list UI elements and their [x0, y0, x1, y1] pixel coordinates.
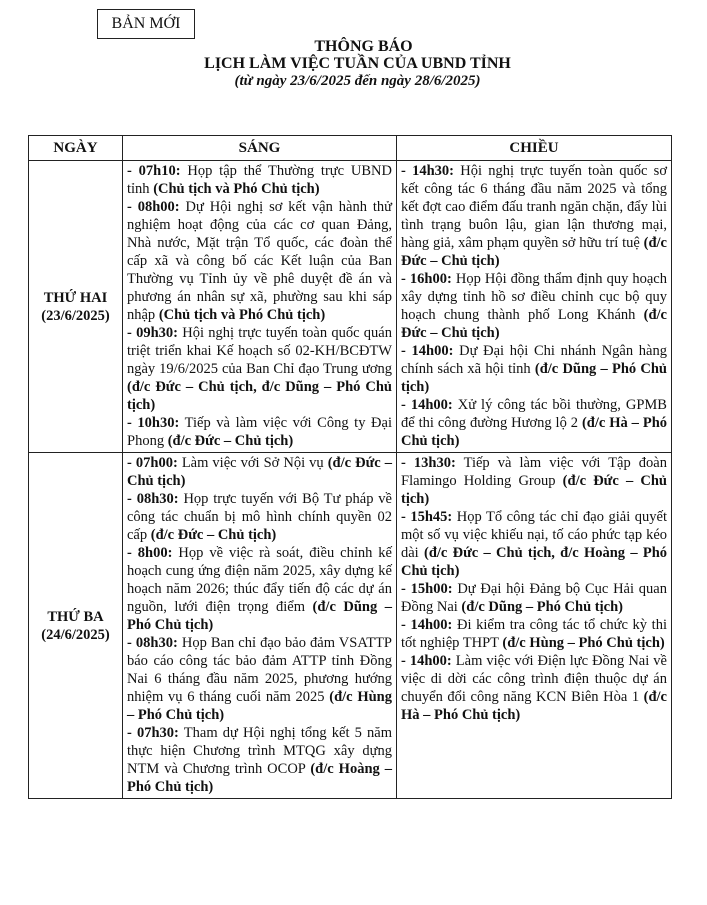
entry-time: 08h30:: [136, 491, 179, 507]
entry-text: Họp tập thể Thường trực UBND tỉnh: [127, 163, 392, 197]
entry-attendees: (đ/c Đức – Chủ tịch): [150, 527, 277, 543]
entry-attendees: (đ/c Đức – Chủ tịch): [401, 473, 667, 507]
entry-text: Xử lý công tác bồi thường, GPMB để thi công đường Hương lộ 2: [401, 397, 667, 431]
document-title: THÔNG BÁO: [314, 38, 413, 55]
document-header: [0, 38, 707, 90]
schedule-entry: - 14h00: Đi kiểm tra công tác tổ chức kỳ thi tốt nghiệp THPT (đ/c Hùng – Phó Chủ tịch): [401, 617, 667, 651]
entry-time: 10h30:: [137, 415, 180, 431]
schedule-entry: - 8h00: Họp về việc rà soát, điều chỉnh kế hoạch cung ứng điện năm 2025, xây dựng kế hoạch năm 2026; thúc đẩy tiến độ các dự án nguồn, lưới điện trọng điểm (đ/c Dũng – Phó Chủ tịch): [127, 545, 392, 633]
date-range: (từ ngày 23/6/2025 đến ngày 28/6/2025): [234, 73, 481, 89]
table-row: [29, 453, 672, 799]
schedule-entry: - 07h10: Họp tập thể Thường trực UBND tỉnh (Chủ tịch và Phó Chủ tịch): [127, 163, 392, 197]
schedule-entry: - 07h30: Tham dự Hội nghị tổng kết 5 năm thực hiện Chương trình MTQG xây dựng NTM và Chương trình OCOP (đ/c Hoàng – Phó Chủ tịch): [127, 725, 393, 795]
entry-text: Họp về việc rà soát, điều chỉnh kế hoạch cung ứng điện năm 2025, xây dựng kế hoạch năm 2026; thúc đẩy tiến độ các dự án nguồn, lưới điện trọng điểm: [127, 545, 392, 615]
entry-attendees: (đ/c Đức – Chủ tịch): [401, 307, 667, 341]
schedule-entry: - 07h00: Làm việc với Sở Nội vụ (đ/c Đức – Chủ tịch): [127, 455, 392, 489]
schedule-table: [28, 135, 672, 799]
entry-time: 07h30:: [136, 725, 179, 741]
day-date: (23/6/2025): [41, 307, 110, 324]
entry-text: Dự Đại hội Chi nhánh Ngân hàng chính sách xã hội tỉnh: [401, 343, 667, 377]
entry-text: Hội nghị trực tuyến toàn quốc sơ kết công tác 6 tháng đầu năm 2025 và tổng kết đợt cao điểm đấu tranh ngăn chặn, đẩy lùi tình trạng buôn lậu, gian lận thương mại, hàng giả, xâm phạm quyền sở hữu trí tuệ: [401, 163, 667, 251]
entry-attendees: (đ/c Hà – Phó Chủ tịch): [401, 415, 668, 449]
entry-time: 16h00:: [409, 271, 452, 287]
entry-attendees: (đ/c Hoàng – Phó Chủ tịch): [127, 761, 393, 795]
entry-text: Làm việc với Sở Nội vụ: [177, 455, 328, 471]
entry-attendees: (đ/c Dũng – Phó Chủ tịch): [461, 599, 623, 615]
entry-text: Tham dự Hội nghị tổng kết 5 năm thực hiện Chương trình MTQG xây dựng NTM và Chương trình OCOP: [127, 725, 392, 777]
entry-attendees: (đ/c Hùng – Phó Chủ tịch): [127, 689, 392, 723]
column-header-afternoon: CHIỀU: [397, 136, 672, 161]
entry-text: Làm việc với Điện lực Đồng Nai về việc di dời các công trình điện thuộc dự án chuyển đổi công năng KCN Biên Hòa 1: [401, 653, 667, 705]
table-row: [29, 161, 672, 453]
entry-time: 09h30:: [136, 325, 178, 341]
entry-time: 14h30:: [412, 163, 454, 179]
entry-time: 8h00:: [137, 545, 173, 561]
entry-text: Họp trực tuyến với Bộ Tư pháp về công tác chuẩn bị mô hình chính quyền 02 cấp: [127, 491, 392, 543]
entry-time: 14h00:: [410, 617, 453, 633]
afternoon-cell: [397, 161, 672, 453]
schedule-entry: - 08h30: Họp Ban chỉ đạo bảo đảm VSATTP báo cáo công tác bảo đảm ATTP tỉnh Đồng Nai 6 tháng đầu năm 2025, phương hướng nhiệm vụ 6 tháng cuối năm 2025 (đ/c Hùng – Phó Chủ tịch): [127, 635, 392, 723]
schedule-entry: - 09h30: Hội nghị trực tuyến toàn quốc quán triệt triển khai Kế hoạch số 02-KH/BCĐTW ngày 19/6/2025 của Ban Chỉ đạo Trung ương (đ/c Đức – Chủ tịch, đ/c Dũng – Phó Chủ tịch): [127, 325, 392, 413]
day-name: THỨ HAI: [43, 289, 108, 306]
entry-attendees: (đ/c Đức – Chủ tịch): [401, 235, 667, 269]
entry-text: Họp Ban chỉ đạo bảo đảm VSATTP báo cáo công tác bảo đảm ATTP tỉnh Đồng Nai 6 tháng đầu năm 2025, phương hướng nhiệm vụ 6 tháng cuối năm 2025: [127, 635, 392, 705]
table-header-row: [29, 136, 672, 161]
entry-time: 08h00:: [137, 199, 180, 215]
column-header-morning: SÁNG: [123, 136, 397, 161]
entry-time: 14h00:: [411, 343, 454, 359]
day-cell: [29, 453, 123, 799]
entry-attendees: (đ/c Dũng – Phó Chủ tịch): [127, 599, 392, 633]
entry-text: Dự Hội nghị sơ kết vận hành thử nghiệm hoạt động của các cơ quan Đảng, Nhà nước, Mặt trận Tổ quốc, các đoàn thể cấp xã và công bố các Kết luận của Ban Thường vụ Tỉnh ủy về phê duyệt đề án và phương án nhân sự xã, phường sau khi sáp nhập: [127, 199, 392, 323]
entry-time: 13h30:: [413, 455, 456, 471]
entry-time: 07h10:: [138, 163, 181, 179]
schedule-entry: - 14h00: Dự Đại hội Chi nhánh Ngân hàng chính sách xã hội tỉnh (đ/c Dũng – Phó Chủ tịch): [401, 343, 667, 395]
entry-text: Dự Đại hội Đảng bộ Cục Hải quan Đồng Nai: [401, 581, 667, 615]
afternoon-cell: [397, 453, 672, 799]
day-date: (24/6/2025): [41, 626, 110, 643]
entry-time: 14h00:: [409, 653, 452, 669]
entry-attendees: (đ/c Đức – Chủ tịch, đ/c Hoàng – Phó Chủ tịch): [401, 545, 668, 579]
entry-text: Tiếp và làm việc với Công ty Đại Phong: [127, 415, 392, 449]
entry-attendees: (đ/c Dũng – Phó Chủ tịch): [401, 361, 667, 395]
day-cell: [29, 161, 123, 453]
schedule-entry: - 08h00: Dự Hội nghị sơ kết vận hành thử nghiệm hoạt động của các cơ quan Đảng, Nhà nước, Mặt trận Tổ quốc, các đoàn thể cấp xã và công bố các Kết luận của Ban Thường vụ Tỉnh ủy về phê duyệt đề án và phương án nhân sự xã, phường sau khi sáp nhập (Chủ tịch và Phó Chủ tịch): [127, 199, 392, 323]
column-header-day: NGÀY: [29, 136, 123, 161]
schedule-entry: - 10h30: Tiếp và làm việc với Công ty Đại Phong (đ/c Đức – Chủ tịch): [127, 415, 392, 449]
entry-attendees: (đ/c Hà – Phó Chủ tịch): [401, 689, 667, 723]
entry-attendees: (đ/c Đức – Chủ tịch): [127, 455, 392, 489]
entry-text: Họp Hội đồng thẩm định quy hoạch xây dựng tỉnh hồ sơ điều chỉnh cục bộ quy hoạch chung thành phố Long Khánh: [401, 271, 667, 323]
entry-attendees: (đ/c Hùng – Phó Chủ tịch): [502, 635, 665, 651]
schedule-entry: - 14h00: Xử lý công tác bồi thường, GPMB để thi công đường Hương lộ 2 (đ/c Hà – Phó Chủ tịch): [401, 397, 668, 449]
schedule-entry: - 15h45: Họp Tổ công tác chỉ đạo giải quyết một số vụ việc khiếu nại, tố cáo phức tạp kéo dài (đ/c Đức – Chủ tịch, đ/c Hoàng – Phó Chủ tịch): [401, 509, 668, 579]
schedule-entry: - 14h00: Làm việc với Điện lực Đồng Nai về việc di dời các công trình điện thuộc dự án chuyển đổi công năng KCN Biên Hòa 1 (đ/c Hà – Phó Chủ tịch): [401, 653, 667, 723]
morning-cell: [123, 453, 397, 799]
document-subtitle: LỊCH LÀM VIỆC TUẦN CỦA UBND TỈNH: [204, 55, 511, 72]
entry-time: 15h00:: [410, 581, 453, 597]
day-name: THỨ BA: [47, 608, 104, 625]
entry-attendees: (Chủ tịch và Phó Chủ tịch): [153, 181, 320, 197]
entry-attendees: (đ/c Đức – Chủ tịch): [167, 433, 294, 449]
revision-stamp: BẢN MỚI: [97, 9, 195, 39]
schedule-entry: - 14h30: Hội nghị trực tuyến toàn quốc sơ kết công tác 6 tháng đầu năm 2025 và tổng kết đợt cao điểm đấu tranh ngăn chặn, đẩy lùi tình trạng buôn lậu, gian lận thương mại, hàng giả, xâm phạm quyền sở hữu trí tuệ (đ/c Đức – Chủ tịch): [401, 163, 667, 269]
schedule-entry: - 08h30: Họp trực tuyến với Bộ Tư pháp về công tác chuẩn bị mô hình chính quyền 02 cấp (đ/c Đức – Chủ tịch): [127, 491, 392, 543]
entry-time: 07h00:: [135, 455, 178, 471]
entry-time: 15h45:: [410, 509, 453, 525]
entry-text: Tiếp và làm việc với Tập đoàn Flamingo Holding Group: [401, 455, 667, 489]
entry-attendees: (Chủ tịch và Phó Chủ tịch): [158, 307, 326, 323]
entry-time: 08h30:: [135, 635, 178, 651]
schedule-entry: - 15h00: Dự Đại hội Đảng bộ Cục Hải quan Đồng Nai (đ/c Dũng – Phó Chủ tịch): [401, 581, 667, 615]
entry-attendees: (đ/c Đức – Chủ tịch, đ/c Dũng – Phó Chủ tịch): [127, 379, 392, 413]
entry-text: Hội nghị trực tuyến toàn quốc quán triệt triển khai Kế hoạch số 02-KH/BCĐTW ngày 19/6/2025 của Ban Chỉ đạo Trung ương: [127, 325, 392, 377]
entry-text: Họp Tổ công tác chỉ đạo giải quyết một số vụ việc khiếu nại, tố cáo phức tạp kéo dài: [401, 509, 667, 561]
schedule-entry: - 16h00: Họp Hội đồng thẩm định quy hoạch xây dựng tỉnh hồ sơ điều chỉnh cục bộ quy hoạch chung thành phố Long Khánh (đ/c Đức – Chủ tịch): [401, 271, 667, 341]
schedule-entry: - 13h30: Tiếp và làm việc với Tập đoàn Flamingo Holding Group (đ/c Đức – Chủ tịch): [401, 455, 667, 507]
morning-cell: [123, 161, 397, 453]
entry-text: Đi kiểm tra công tác tổ chức kỳ thi tốt nghiệp THPT: [401, 617, 667, 651]
entry-time: 14h00:: [410, 397, 453, 413]
